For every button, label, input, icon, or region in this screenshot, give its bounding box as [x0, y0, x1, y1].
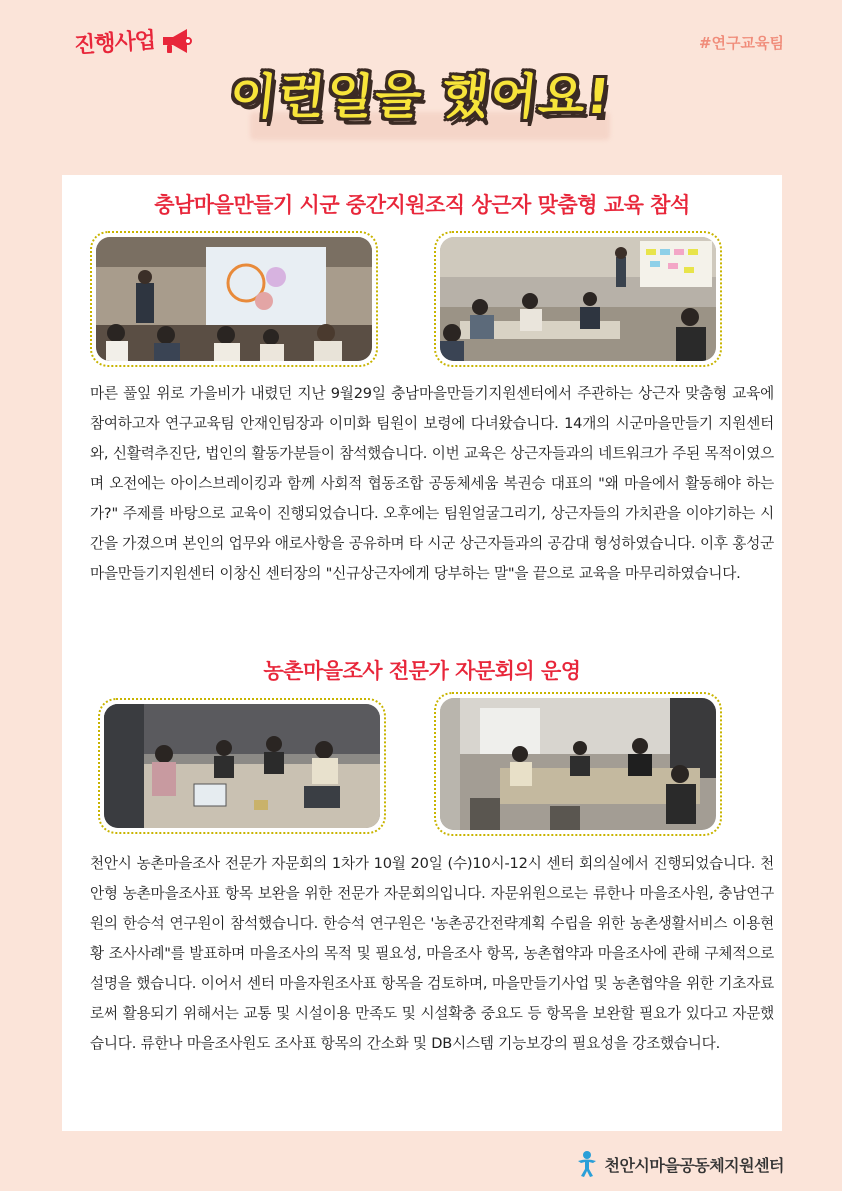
content-card	[62, 175, 782, 1131]
person-logo-icon	[575, 1150, 599, 1178]
section2-photo-left	[98, 698, 386, 834]
section1-body: 마른 풀잎 위로 가을비가 내렸던 지난 9월29일 충남마을만들기지원센터에서 주관하는 상근자 맞춤형 교육에 참여하고자 연구교육팀 안재인팀장과 이미화 팀원이 보령에 다녀왔습니다. 14개의 시군마을만들기 지원센터와, 신활력추진단, 법인의 활동가분들이 참석했습니다. 이번 교육은 상근자들과의 네트워크가 주된 목적이였으며 오전에는 아이스브레이킹과 함께 사회적 협동조합 공동체세움 복권승 대표의 "왜 마을에서 활동해야 하는가?" 주제를 바탕으로 교육이 진행되었습니다. 오후에는 팀원얼굴그리기, 상근자들의 가치관을 이야기하는 시간을 가졌으며 본인의 업무와 애로사항을 공유하며 타 시군 상근자들과의 공감대 형성하였습니다. 이후 홍성군마을만들기지원센터 이창신 센터장의 "신규상근자에게 당부하는 말"을 끝으로 교육을 마무리하였습니다.	[90, 385, 774, 582]
main-title-wrap	[0, 48, 842, 144]
footer-logo	[575, 1150, 784, 1178]
team-tag: #연구교육팀	[698, 34, 784, 52]
workshop-photo	[440, 237, 716, 361]
conference-photo	[440, 698, 716, 830]
section1-title: 충남마을만들기 시군 중간지원조직 상근자 맞춤형 교육 참석	[154, 193, 690, 217]
advisory-photo	[104, 704, 380, 828]
section2-body: 천안시 농촌마을조사 전문가 자문회의 1차가 10월 20일 (수)10시-12시 센터 회의실에서 진행되었습니다. 천안형 농촌마을조사표 항목 보완을 위한 전문가 자문회의입니다. 자문위원으로는 류한나 마을조사원, 충남연구원의 한승석 연구원이 참석했습니다. 한승석 연구원은 '농촌공간전략계획 수립을 위한 농촌생활서비스 이용현황 조사사례"를 발표하며 마을조사의 목적 및 필요성, 마을조사 항목, 농촌협약과 마을조사에 관해 구체적으로 설명을 했습니다. 이어서 센터 마을자원조사표 항목을 검토하며, 마을만들기사업 및 농촌협약을 위한 기초자료로써 활용되기 위해서는 교통 및 시설이용 만족도 및 시설확충 중요도 등 항목을 보완할 필요가 있다고 자문했습니다. 류한나 마을조사원도 조사표 항목의 간소화 및 DB시스템 기능보강의 필요성을 강조했습니다.	[90, 855, 774, 1052]
badge-label: 진행사업	[73, 27, 156, 59]
page-title: 이런일을 했어요!	[227, 69, 615, 125]
section2-title: 농촌마을조사 전문가 자문회의 운영	[263, 659, 581, 683]
section1-photo-left	[90, 231, 378, 367]
footer-logo-text: 천안시마을공동체지원센터	[604, 1155, 784, 1175]
section2-photo-right	[434, 692, 722, 836]
seminar-photo	[96, 237, 372, 361]
section1-photo-right	[434, 231, 722, 367]
